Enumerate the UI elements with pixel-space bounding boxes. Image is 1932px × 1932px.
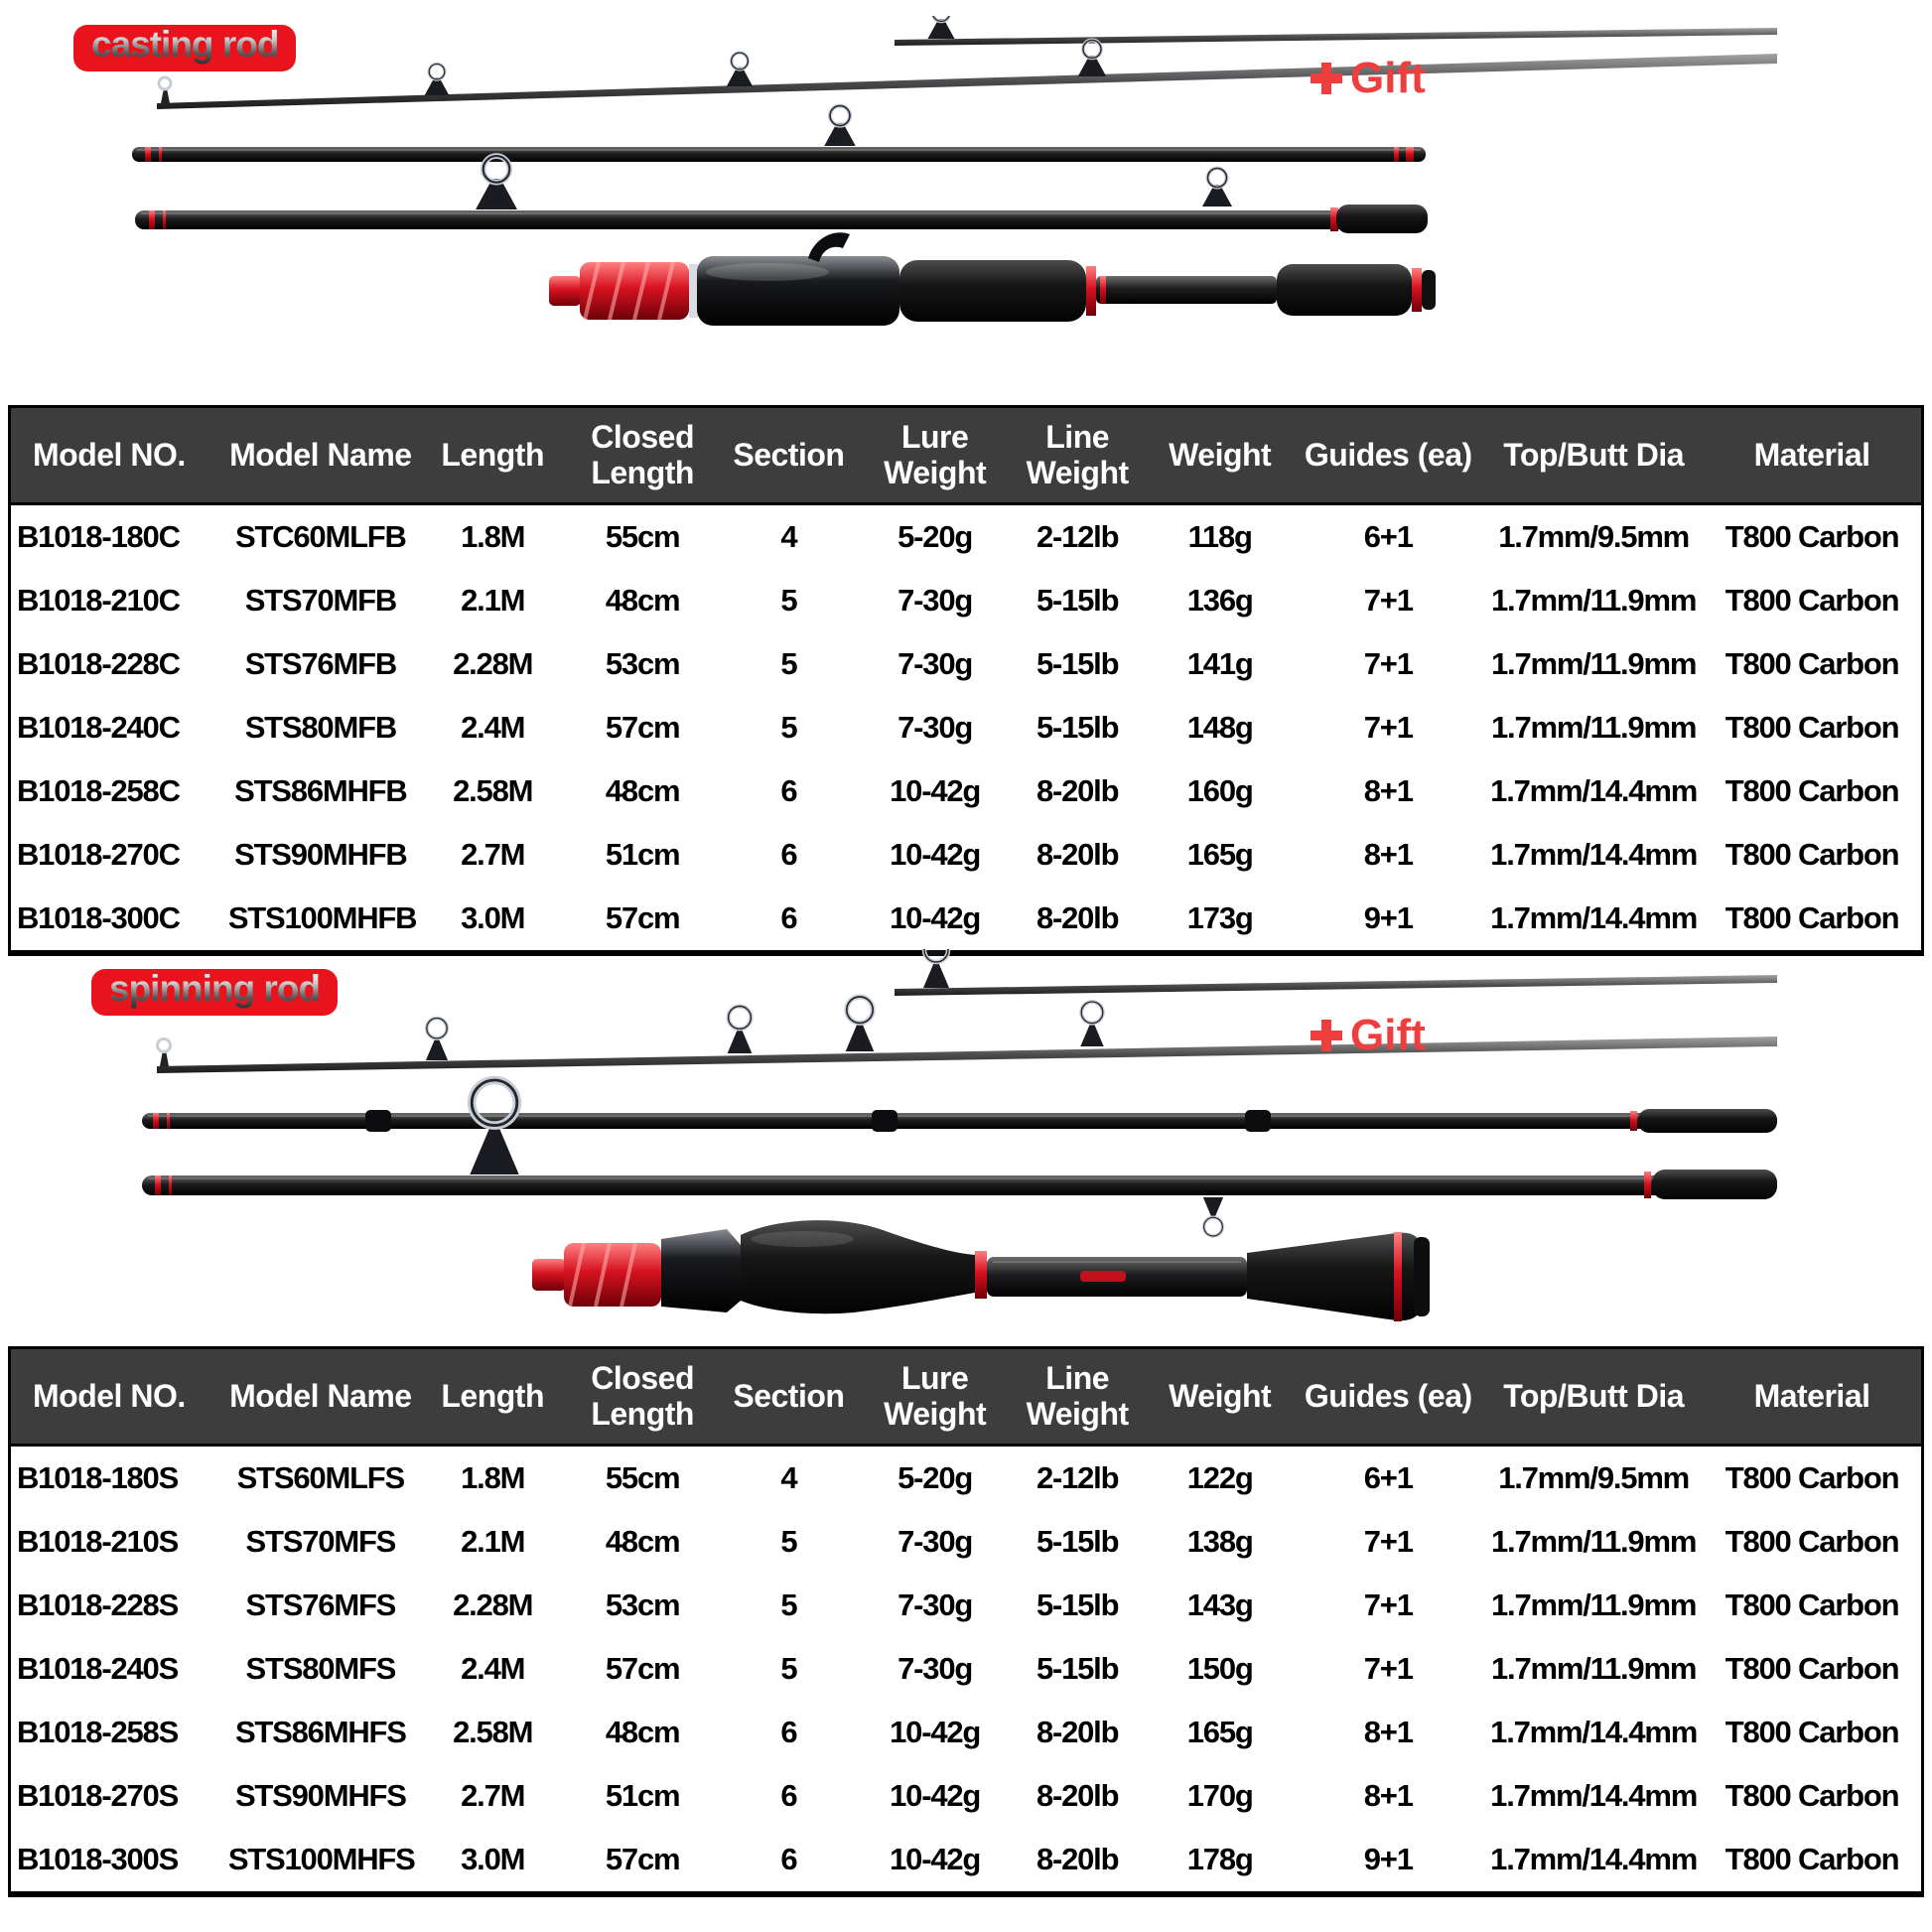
spec-cell: 7+1 [1363, 710, 1413, 745]
spec-cell: STS80MFB [244, 710, 397, 745]
spec-cell: 5-15lb [1035, 710, 1119, 745]
spinning-rod-badge [91, 969, 338, 1016]
spec-cell: 6 [780, 773, 797, 808]
spec-cell: 8+1 [1363, 773, 1413, 808]
spec-cell: 5-15lb [1035, 1587, 1119, 1622]
table-row [10, 887, 1923, 953]
spec-cell: 7+1 [1363, 1587, 1413, 1622]
column-header: Material [1703, 1348, 1922, 1446]
spec-cell: T800 Carbon [1725, 710, 1899, 745]
spec-cell: 2.28M [453, 646, 533, 681]
column-header: Model NO. [10, 1348, 226, 1446]
column-header: Model Name [226, 407, 415, 504]
table-row [10, 1828, 1923, 1894]
table-row [10, 504, 1923, 570]
column-header: Weight [1148, 407, 1292, 504]
plus-icon [1311, 1020, 1342, 1051]
spec-cell: 2-12lb [1035, 519, 1119, 554]
spec-cell: 3.0M [461, 1842, 525, 1876]
column-header: Model NO. [10, 407, 226, 504]
spec-cell: 7-30g [897, 646, 973, 681]
spec-cell: 5 [780, 583, 797, 618]
spec-cell: 1.7mm/11.9mm [1491, 710, 1697, 745]
spec-cell: 10-42g [890, 1842, 981, 1876]
column-header: Lure Weight [863, 1348, 1007, 1446]
spec-cell: T800 Carbon [1725, 1651, 1899, 1686]
spec-cell: 5-15lb [1035, 1524, 1119, 1559]
rod-section-middle [142, 1109, 1777, 1133]
spec-cell: 51cm [605, 1778, 680, 1813]
gift-text: Gift [1350, 1011, 1426, 1059]
spec-cell: 7-30g [897, 1524, 973, 1559]
column-header: Weight [1148, 1348, 1292, 1446]
spec-cell: 8-20lb [1035, 1715, 1119, 1749]
brand-mark [1080, 1271, 1126, 1282]
spec-cell: 173g [1186, 900, 1253, 935]
column-header: Closed Length [570, 407, 714, 504]
spec-cell: 1.7mm/11.9mm [1491, 1524, 1697, 1559]
spec-cell: 55cm [605, 1460, 680, 1495]
spec-cell: STS90MHFS [234, 1778, 406, 1813]
spec-cell: 53cm [605, 1587, 680, 1622]
spec-cell: 165g [1186, 837, 1253, 872]
spec-cell: 5 [780, 1587, 797, 1622]
header-row [10, 1348, 1923, 1446]
spec-cell: 8-20lb [1035, 900, 1119, 935]
table-row [10, 632, 1923, 696]
gift-label-casting [1311, 54, 1426, 103]
spec-cell: 138g [1186, 1524, 1253, 1559]
spec-cell: 2.1M [461, 1524, 525, 1559]
column-header: Section [715, 407, 863, 504]
spec-cell: 57cm [605, 1651, 680, 1686]
spec-cell: 6 [780, 1778, 797, 1813]
spec-cell: 7+1 [1363, 1524, 1413, 1559]
gift-text: Gift [1350, 54, 1426, 102]
spec-cell: 1.7mm/9.5mm [1498, 1460, 1690, 1495]
column-header: Guides (ea) [1292, 407, 1484, 504]
spec-cell: 7-30g [897, 1651, 973, 1686]
spec-cell: T800 Carbon [1725, 1460, 1899, 1495]
spec-cell: 2.28M [453, 1587, 533, 1622]
spec-cell: 48cm [605, 773, 680, 808]
spec-cell: 1.8M [461, 1460, 525, 1495]
spec-cell: T800 Carbon [1725, 1778, 1899, 1813]
spec-cell: 7-30g [897, 710, 973, 745]
table-row [10, 1510, 1923, 1574]
spec-cell: STS60MLFS [236, 1460, 405, 1495]
spec-cell: 4 [780, 519, 797, 554]
spec-cell: 10-42g [890, 1778, 981, 1813]
column-header: Line Weight [1007, 407, 1148, 504]
spec-cell: 6 [780, 1715, 797, 1749]
spec-cell: 1.7mm/11.9mm [1491, 583, 1697, 618]
column-header: Material [1703, 407, 1922, 504]
spec-cell: 53cm [605, 646, 680, 681]
spec-cell: 1.7mm/11.9mm [1491, 1587, 1697, 1622]
table-row [10, 569, 1923, 632]
spec-cell: 2-12lb [1035, 1460, 1119, 1495]
spec-cell: 6 [780, 1842, 797, 1876]
spec-cell: 8-20lb [1035, 1842, 1119, 1876]
column-header: Closed Length [570, 1348, 714, 1446]
spec-cell: 55cm [605, 519, 680, 554]
spec-cell: 2.58M [453, 773, 533, 808]
spec-cell: 5 [780, 646, 797, 681]
table-row [10, 823, 1923, 887]
spec-cell: 8+1 [1363, 837, 1413, 872]
spec-cell: B1018-210C [17, 583, 180, 618]
spec-cell: B1018-228S [17, 1587, 179, 1622]
spec-cell: 8-20lb [1035, 837, 1119, 872]
spec-cell: B1018-270S [17, 1778, 179, 1813]
spec-cell: 8+1 [1363, 1778, 1413, 1813]
column-header: Section [715, 1348, 863, 1446]
spec-cell: 6+1 [1363, 1460, 1413, 1495]
spec-cell: B1018-240C [17, 710, 180, 745]
rod-section-middle [132, 106, 1426, 162]
table-row [10, 1764, 1923, 1828]
rod-section-top [895, 16, 1777, 46]
spec-cell: STS100MHFB [227, 900, 417, 935]
spec-cell: 5-20g [897, 1460, 973, 1495]
column-header: Length [415, 1348, 571, 1446]
spec-cell: 1.7mm/14.4mm [1490, 900, 1698, 935]
spec-cell: T800 Carbon [1725, 1524, 1899, 1559]
spec-cell: 1.8M [461, 519, 525, 554]
spec-cell: 7-30g [897, 583, 973, 618]
table-row [10, 1446, 1923, 1511]
casting-handle [549, 232, 1436, 326]
spec-cell: STS86MHFB [234, 773, 407, 808]
spec-cell: 118g [1187, 519, 1252, 554]
spec-cell: B1018-258S [17, 1715, 179, 1749]
spec-cell: 2.4M [461, 1651, 525, 1686]
spec-cell: 122g [1186, 1460, 1253, 1495]
badge-label: casting rod [91, 24, 279, 65]
spec-cell: STS90MHFB [234, 837, 407, 872]
spec-cell: 7+1 [1363, 583, 1413, 618]
spec-cell: T800 Carbon [1725, 646, 1899, 681]
spec-cell: 57cm [605, 710, 680, 745]
spec-cell: 2.7M [461, 837, 525, 872]
column-header: Length [415, 407, 571, 504]
spec-cell: 10-42g [890, 1715, 981, 1749]
spec-cell: 143g [1186, 1587, 1253, 1622]
spec-cell: 1.7mm/14.4mm [1490, 773, 1698, 808]
spec-cell: 5-15lb [1035, 583, 1119, 618]
rod-section-top [895, 949, 1777, 996]
spec-cell: T800 Carbon [1725, 1715, 1899, 1749]
spec-cell: B1018-300S [17, 1842, 179, 1876]
spec-cell: 9+1 [1363, 1842, 1413, 1876]
spec-cell: STS76MFB [244, 646, 397, 681]
spec-cell: B1018-180S [17, 1460, 179, 1495]
spec-cell: T800 Carbon [1725, 837, 1899, 872]
spec-cell: 1.7mm/9.5mm [1498, 519, 1690, 554]
spec-cell: 48cm [605, 1524, 680, 1559]
table-row [10, 1701, 1923, 1764]
spec-cell: 57cm [605, 1842, 680, 1876]
spec-cell: 5-15lb [1035, 1651, 1119, 1686]
spec-cell: 51cm [605, 837, 680, 872]
spec-cell: 160g [1186, 773, 1253, 808]
spec-cell: 141g [1186, 646, 1253, 681]
spec-cell: 165g [1186, 1715, 1253, 1749]
spec-cell: 5 [780, 1651, 797, 1686]
column-header: Line Weight [1007, 1348, 1148, 1446]
rod-section-tip [157, 40, 1777, 109]
table-row [10, 696, 1923, 759]
spec-cell: T800 Carbon [1725, 519, 1899, 554]
spec-cell: B1018-258C [17, 773, 180, 808]
gift-label-spinning [1311, 1011, 1426, 1060]
spec-cell: 4 [780, 1460, 797, 1495]
spec-cell: 2.4M [461, 710, 525, 745]
spec-cell: 150g [1186, 1651, 1253, 1686]
plus-icon [1311, 63, 1342, 94]
spec-cell: 178g [1186, 1842, 1253, 1876]
rod-section-tip [157, 997, 1777, 1073]
spec-cell: STS80MFS [245, 1651, 396, 1686]
spec-cell: 48cm [605, 1715, 680, 1749]
spec-cell: 170g [1186, 1778, 1253, 1813]
table-row [10, 1637, 1923, 1701]
spec-cell: 9+1 [1363, 900, 1413, 935]
spec-cell: 148g [1186, 710, 1253, 745]
spec-cell: STS76MFS [245, 1587, 396, 1622]
spec-cell: 10-42g [890, 900, 981, 935]
spec-cell: STS70MFB [244, 583, 397, 618]
spec-cell: 6+1 [1363, 519, 1413, 554]
casting-rod-badge [73, 25, 296, 71]
spec-cell: T800 Carbon [1725, 900, 1899, 935]
spec-cell: 2.58M [453, 1715, 533, 1749]
table-row [10, 759, 1923, 823]
spec-cell: 1.7mm/11.9mm [1491, 646, 1697, 681]
column-header: Lure Weight [863, 407, 1007, 504]
spec-cell: 2.1M [461, 583, 525, 618]
spec-cell: 1.7mm/14.4mm [1490, 1715, 1698, 1749]
column-header: Top/Butt Dia [1484, 1348, 1703, 1446]
spec-cell: B1018-270C [17, 837, 180, 872]
spec-cell: B1018-210S [17, 1524, 179, 1559]
spec-cell: 1.7mm/14.4mm [1490, 837, 1698, 872]
header-row [10, 407, 1923, 504]
spec-cell: 8-20lb [1035, 773, 1119, 808]
spec-cell: 6 [780, 837, 797, 872]
spec-cell: STS70MFS [245, 1524, 396, 1559]
spec-cell: STS86MHFS [234, 1715, 406, 1749]
spinning-handle [532, 1220, 1430, 1321]
tip-top-guide-icon [159, 77, 171, 103]
spec-cell: STS100MHFS [227, 1842, 415, 1876]
spec-cell: B1018-240S [17, 1651, 179, 1686]
spec-cell: 8+1 [1363, 1715, 1413, 1749]
spec-cell: T800 Carbon [1725, 773, 1899, 808]
spec-cell: 1.7mm/14.4mm [1490, 1842, 1698, 1876]
spec-cell: 5 [780, 1524, 797, 1559]
spec-cell: 57cm [605, 900, 680, 935]
spec-cell: 10-42g [890, 773, 981, 808]
spec-cell: T800 Carbon [1725, 1587, 1899, 1622]
rod-section-butt [135, 156, 1428, 233]
spec-cell: B1018-300C [17, 900, 180, 935]
spec-cell: B1018-180C [17, 519, 180, 554]
spec-cell: 5-15lb [1035, 646, 1119, 681]
spec-cell: 7+1 [1363, 646, 1413, 681]
spec-cell: B1018-228C [17, 646, 180, 681]
spec-cell: 7+1 [1363, 1651, 1413, 1686]
spec-cell: 3.0M [461, 900, 525, 935]
spec-cell: 48cm [605, 583, 680, 618]
spec-cell: 5-20g [897, 519, 973, 554]
column-header: Top/Butt Dia [1484, 407, 1703, 504]
spec-cell: 8-20lb [1035, 1778, 1119, 1813]
spec-cell: T800 Carbon [1725, 583, 1899, 618]
casting-rod-photo [8, 16, 1924, 401]
table-row [10, 1574, 1923, 1637]
spec-cell: 2.7M [461, 1778, 525, 1813]
spec-cell: 136g [1186, 583, 1253, 618]
spec-cell: 6 [780, 900, 797, 935]
spec-cell: 1.7mm/14.4mm [1490, 1778, 1698, 1813]
spec-cell: T800 Carbon [1725, 1842, 1899, 1876]
spinning-spec-table [8, 1346, 1924, 1897]
rod-section-butt [142, 1080, 1777, 1236]
spec-cell: 7-30g [897, 1587, 973, 1622]
tip-top-guide-icon [158, 1039, 171, 1067]
spec-cell: 5 [780, 710, 797, 745]
badge-label: spinning rod [109, 968, 321, 1009]
casting-spec-table [8, 405, 1924, 956]
spec-cell: 1.7mm/11.9mm [1491, 1651, 1697, 1686]
column-header: Guides (ea) [1292, 1348, 1484, 1446]
column-header: Model Name [226, 1348, 415, 1446]
spec-cell: 10-42g [890, 837, 981, 872]
spec-cell: STC60MLFB [234, 519, 406, 554]
